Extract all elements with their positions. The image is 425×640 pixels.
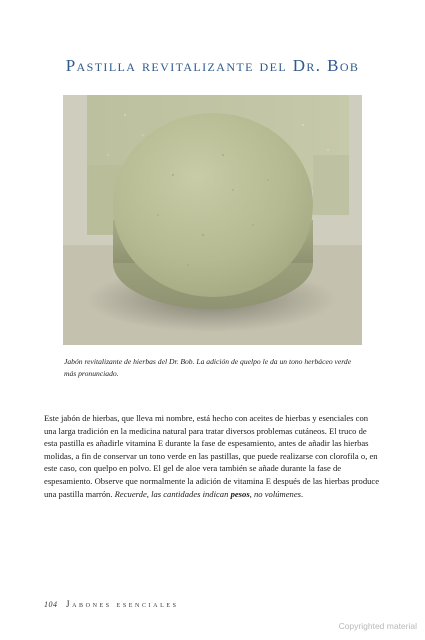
- section-title: Jabones esenciales: [66, 599, 179, 609]
- soap-photo-illustration: [63, 95, 362, 345]
- body-paragraph: [44, 412, 382, 500]
- soap-photo: [63, 95, 362, 345]
- photo-caption: Jabón revitalizante de hierbas del Dr. Bob. La adición de quelpo le da un tono herbáceo verde más pronunciado.: [64, 357, 352, 378]
- page-footer: [44, 599, 179, 609]
- body-main-text: Este jabón de hierbas, que lleva mi nombre, está hecho con aceites de hierbas y esenciales con una larga tradición en la medicina natural para tratar diversos problemas cutáneos. El truco de esta pastilla es añadirle vitamina E durante la fase de espesamiento, antes de añadir las hierbas molidas, a fin de conservar un tono verde en las pastillas, que puede realizarse con clorofila o, en este caso, con quelpo en polvo. El gel de aloe vera también se añade durante la fase de espesamiento. Observe que normalmente la adición de vitamina E después de las hierbas produce una pastilla marrón.: [44, 413, 380, 499]
- quantity-note-end: , no volúmenes: [249, 488, 301, 499]
- quantity-note: Recuerde, las cantidades indican: [114, 488, 231, 499]
- copyright-watermark: Copyrighted material: [338, 621, 417, 631]
- page-number: 104: [44, 600, 58, 609]
- page-title: Pastilla revitalizante del Dr. Bob: [65, 56, 360, 75]
- body-end-period: .: [300, 488, 304, 499]
- quantity-note-emphasis: pesos: [230, 488, 250, 499]
